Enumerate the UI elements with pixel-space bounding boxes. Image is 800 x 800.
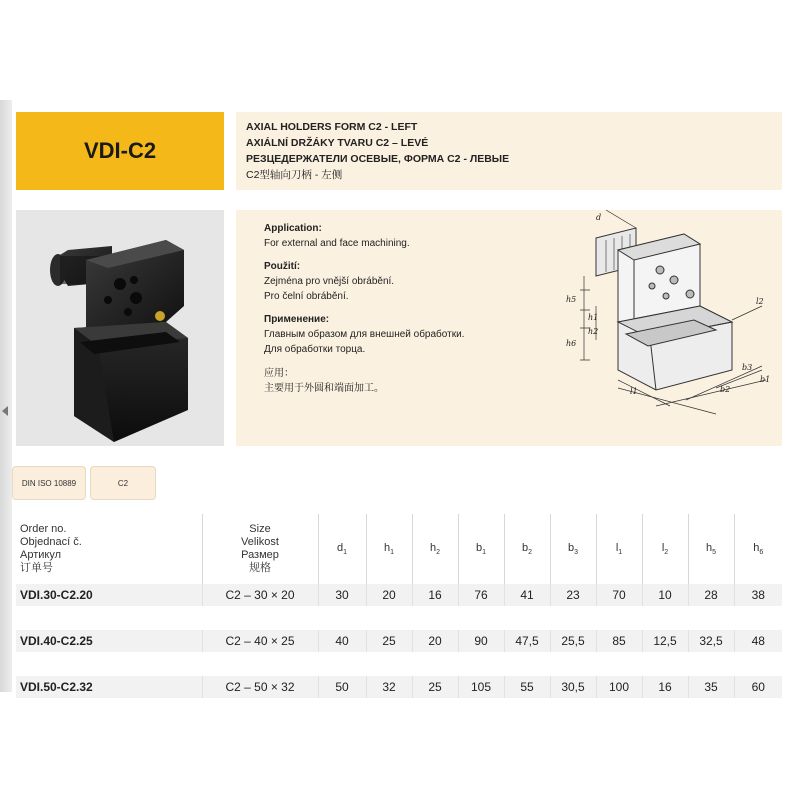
- title-en: AXIAL HOLDERS FORM C2 - LEFT: [246, 121, 418, 133]
- primenenie-heading: Применение:: [264, 314, 330, 325]
- table-row: [16, 584, 782, 606]
- value-h1: 20: [366, 584, 412, 606]
- header-h2: $h_2$: [412, 514, 458, 584]
- tool-holder-photo: [16, 210, 224, 446]
- standard-tag-label: DIN ISO 10889: [21, 478, 77, 488]
- order-number: VDI.40-C2.25: [16, 630, 202, 652]
- left-scroll-rail: [0, 100, 12, 692]
- label-h5: h5: [566, 295, 577, 304]
- value-b1: 90: [458, 630, 504, 652]
- standard-tag: [12, 466, 86, 500]
- title-cn: C2型轴向刀柄 - 左侧: [246, 169, 343, 181]
- label-b1: b1: [760, 375, 771, 384]
- value-h2: 20: [412, 630, 458, 652]
- table-header-row: [16, 514, 782, 584]
- label-h1: h1: [588, 313, 599, 322]
- value-h2: 16: [412, 584, 458, 606]
- value-h5: 32,5: [688, 630, 734, 652]
- value-h1: 32: [366, 676, 412, 698]
- header-h5: $h_5$: [688, 514, 734, 584]
- header-h6: $h_6$: [734, 514, 782, 584]
- value-b1: 76: [458, 584, 504, 606]
- value-d1: 30: [318, 584, 366, 606]
- label-h6: h6: [566, 339, 577, 348]
- size-value: C2 – 40 × 25: [202, 630, 318, 652]
- value-d1: 50: [318, 676, 366, 698]
- order-header: Order no. Objednací č. Артикул 订单号: [20, 523, 82, 574]
- value-l2: 10: [642, 584, 688, 606]
- value-h6: 48: [734, 630, 782, 652]
- value-l2: 12,5: [642, 630, 688, 652]
- size-value: C2 – 50 × 32: [202, 676, 318, 698]
- product-code: VDI-C2: [83, 138, 157, 163]
- dimension-diagram: [566, 210, 782, 446]
- value-h6: 38: [734, 584, 782, 606]
- header-h1: $h_1$: [366, 514, 412, 584]
- title-cz: AXIÁLNÍ DRŽÁKY TVARU C2 – LEVÉ: [246, 137, 429, 149]
- value-l1: 85: [596, 630, 642, 652]
- cn-text: 主要用于外圆和端面加工。: [264, 383, 384, 394]
- size-tag-label: C2: [117, 478, 129, 488]
- header-b2: $b_2$: [504, 514, 550, 584]
- order-number: VDI.30-C2.20: [16, 584, 202, 606]
- header-b3: $b_3$: [550, 514, 596, 584]
- header-d1: $d_1$: [318, 514, 366, 584]
- header-l2: $l_2$: [642, 514, 688, 584]
- value-b2: 55: [504, 676, 550, 698]
- label-l1: l1: [630, 387, 638, 396]
- table-row: [16, 676, 782, 698]
- product-photo: [16, 210, 224, 446]
- value-l1: 70: [596, 584, 642, 606]
- value-d1: 40: [318, 630, 366, 652]
- label-h2: h2: [588, 327, 599, 336]
- size-value: C2 – 30 × 20: [202, 584, 318, 606]
- header-b1: $b_1$: [458, 514, 504, 584]
- value-b3: 25,5: [550, 630, 596, 652]
- value-h5: 35: [688, 676, 734, 698]
- label-d1: d: [596, 213, 602, 222]
- value-b3: 23: [550, 584, 596, 606]
- application-text-block: [264, 222, 534, 396]
- value-h1: 25: [366, 630, 412, 652]
- title-panel: [236, 112, 782, 190]
- label-l2: l2: [756, 297, 764, 306]
- value-b2: 41: [504, 584, 550, 606]
- value-l2: 16: [642, 676, 688, 698]
- spec-table: [16, 514, 782, 698]
- primenenie-line-1: Главным образом для внешней обработки.: [264, 329, 465, 340]
- value-b3: 30,5: [550, 676, 596, 698]
- pouziti-line-2: Pro čelní obrábění.: [264, 291, 349, 302]
- value-h5: 28: [688, 584, 734, 606]
- label-b3: b3: [742, 363, 753, 372]
- pouziti-line-1: Zejména pro vnější obrábění.: [264, 276, 395, 287]
- order-number: VDI.50-C2.32: [16, 676, 202, 698]
- label-b2: b2: [720, 385, 731, 394]
- value-b2: 47,5: [504, 630, 550, 652]
- primenenie-line-2: Для обработки торца.: [264, 344, 366, 355]
- application-text: For external and face machining.: [264, 238, 410, 249]
- product-badge: [16, 112, 224, 190]
- value-b1: 105: [458, 676, 504, 698]
- application-panel: [236, 210, 782, 446]
- size-tag: [90, 466, 156, 500]
- pouziti-heading: Použití:: [264, 261, 301, 272]
- header-l1: $l_1$: [596, 514, 642, 584]
- table-row: [16, 630, 782, 652]
- cn-heading: 应用：: [264, 368, 294, 379]
- scroll-left-arrow-icon[interactable]: [2, 406, 8, 416]
- value-l1: 100: [596, 676, 642, 698]
- title-ru: РЕЗЦЕДЕРЖАТЕЛИ ОСЕВЫЕ, ФОРМА C2 - ЛЕВЫЕ: [246, 153, 510, 165]
- value-h6: 60: [734, 676, 782, 698]
- value-h2: 25: [412, 676, 458, 698]
- size-header: Size Velikost Размер 规格: [202, 514, 318, 584]
- application-heading: Application:: [264, 223, 322, 234]
